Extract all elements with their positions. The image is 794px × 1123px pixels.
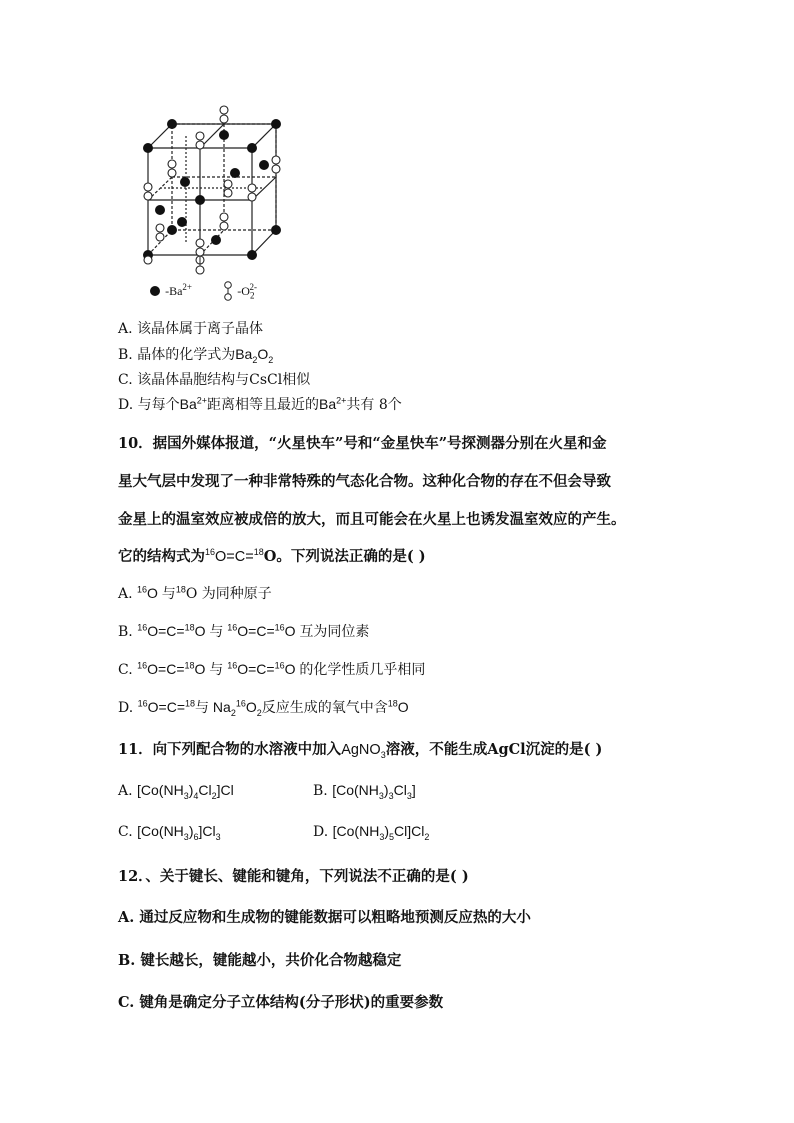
q10-stem-line2: 星大气层中发现了一种非常特殊的气态化合物。这种化合物的存在不但会导致 (118, 473, 611, 490)
q9-option-a: A. 该晶体属于离子晶体 (118, 321, 264, 337)
q10-option-c: C. $^{16}$O=C=$^{18}$O 与 $^{16}$O=C=$^{16}$O 的化学性质几乎相同 (118, 660, 426, 678)
q9-option-c: C. 该晶体晶胞结构与CsCl相似 (118, 372, 311, 388)
q10-option-b: B. $^{16}$O=C=$^{18}$O 与 $^{16}$O=C=$^{16}$O 互为同位素 (118, 622, 370, 640)
q11-stem: 11．向下列配合物的水溶液中加入AgNO$_3$溶液，不能生成AgCl沉淀的是( ) (118, 741, 603, 760)
q9-option-d: D. 与每个$Ba^{2+}$距离相等且最近的$Ba^{2+}$共有 8个 (118, 395, 402, 413)
q10-stem-line4: 它的结构式为$^{16}$O=C=$^{18}$O。下列说法正确的是( ) (118, 547, 426, 565)
q11-option-a: A. $[Co(NH_3)_4Cl_2]Cl$ (118, 782, 234, 801)
q12-option-c: C. 键角是确定分子立体结构(分子形状)的重要参数 (118, 994, 444, 1011)
q12-option-b: B. 键长越长，键能越小，共价化合物越稳定 (118, 952, 402, 969)
q10-option-d: D. $^{16}$O=C=$^{18}$与 $Na_2^{16}O_2$反应生成的氧气中含$^{18}$O (118, 698, 409, 718)
q11-option-c: C. $[Co(NH_3)_6]Cl_3$ (118, 823, 221, 842)
legend-ba-label: $-Ba^{2+}$ (165, 282, 192, 298)
q10-stem-line3: 金星上的温室效应被成倍的放大，而且可能会在火星上也诱发温室效应的产生。 (118, 511, 626, 528)
q12-option-a: A. 通过反应物和生成物的键能数据可以粗略地预测反应热的大小 (118, 909, 531, 926)
figure-legend (150, 280, 257, 301)
q10-option-a: A. $^{16}$O 与$^{18}$O 为同种原子 (118, 584, 272, 602)
q10-stem-line1: 10．据国外媒体报道，“火星快车”号和“金星快车”号探测器分别在火星和金 (118, 435, 607, 452)
q9-option-b: B. 晶体的化学式为$Ba_2O_2$ (118, 346, 274, 365)
ba-ion-icon (150, 286, 160, 296)
legend-o2-label: $-O_2^{2-}$ (237, 282, 257, 301)
q12-stem: 12．、关于键长、键能和键角，下列说法不正确的是( ) (118, 868, 469, 885)
q11-option-b: B. $[Co(NH_3)_3Cl_3]$ (313, 782, 416, 801)
crystal-structure-diagram (130, 100, 300, 300)
q11-option-d: D. $[Co(NH_3)_5Cl]Cl_2$ (313, 823, 430, 842)
peroxide-ion-icon (224, 281, 232, 301)
